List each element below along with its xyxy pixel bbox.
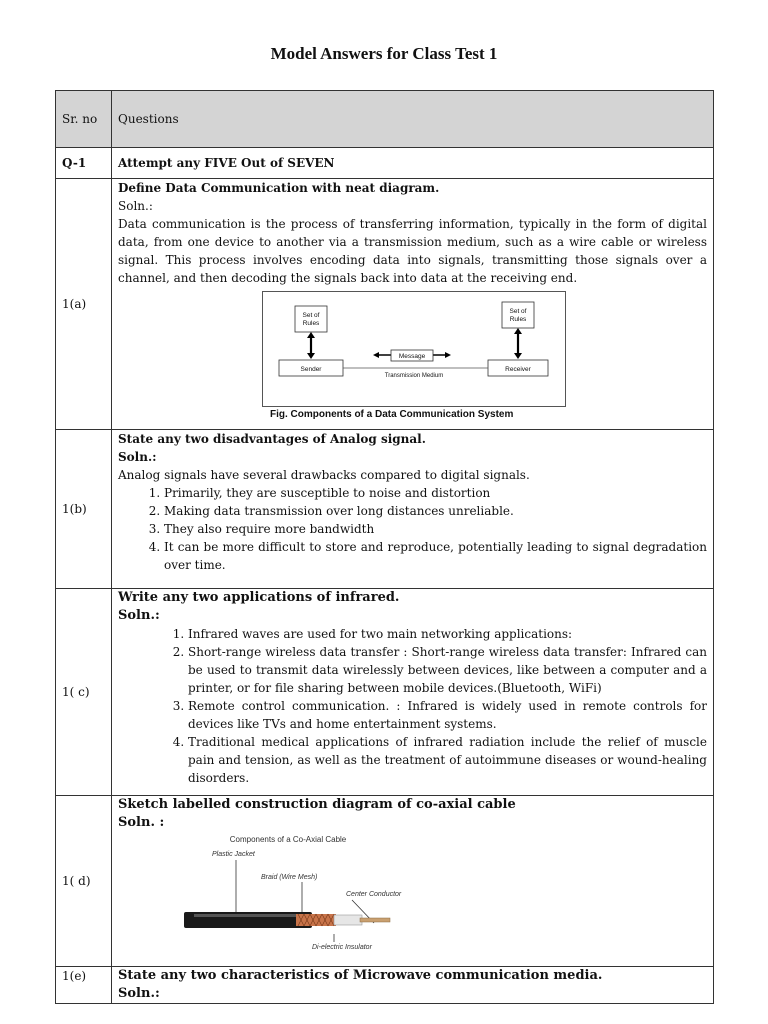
coaxial-cable-svg	[184, 834, 434, 952]
q1d-content	[112, 796, 714, 967]
rules-box-right	[502, 302, 534, 328]
q1b-soln-label: Soln.:	[118, 450, 157, 464]
q1e-soln-label: Soln.:	[118, 986, 160, 1001]
list-item: 1. Infrared waves are used for two main networking applications:	[188, 625, 707, 643]
header-questions: Questions	[112, 91, 714, 148]
rules-right-line1: Set of	[509, 308, 527, 315]
q1-row	[56, 148, 714, 179]
q1d-row	[56, 796, 714, 967]
q1c-list	[118, 625, 707, 787]
braid-label: Braid (Wire Mesh)	[261, 874, 318, 881]
q1-instruction: Attempt any FIVE Out of SEVEN	[112, 148, 714, 179]
insulator-label: Di-electric Insulator	[312, 944, 372, 951]
q1b-content	[112, 430, 714, 589]
q1c-soln-label: Soln.:	[118, 608, 160, 623]
data-communication-svg	[263, 292, 565, 406]
q1a-soln-label: Soln.:	[118, 199, 153, 213]
list-item: 3. Remote control communication. : Infrared is widely used in remote controls for devices like TVs and home entertainment systems.	[188, 697, 707, 733]
q1a-row	[56, 179, 714, 430]
list-item: 4. It can be more difficult to store and reproduce, potentially leading to signal degradation over time.	[164, 538, 707, 574]
q1-number: Q-1	[56, 148, 112, 179]
q1a-content	[112, 179, 714, 430]
braid-mesh	[296, 914, 336, 926]
center-conductor	[360, 918, 390, 922]
rules-right-line2: Rules	[509, 316, 527, 323]
data-communication-diagram	[262, 291, 566, 407]
list-item: 2. Short-range wireless data transfer : Short-range wireless data transfer: Infrared can be used to transmit data wirelessly between devices, like between a computer and a printer, or for file sharing between mobile devices.(Bluetooth, WiFi)	[188, 643, 707, 697]
q1e-row	[56, 967, 714, 1004]
q1e-content	[112, 967, 714, 1004]
q1e-question: State any two characteristics of Microwave communication media.	[118, 968, 603, 983]
list-item: 3. They also require more bandwidth	[164, 520, 707, 538]
list-item: 4. Traditional medical applications of infrared radiation include the relief of muscle pain and tension, as well as the treatment of autoimmune diseases or wound-healing disorders.	[188, 733, 707, 787]
q1c-number: 1( c)	[56, 589, 112, 796]
q1d-soln-label: Soln. :	[118, 815, 165, 830]
plastic-jacket-label: Plastic Jacket	[212, 851, 255, 858]
center-conductor-label: Center Conductor	[346, 891, 402, 898]
header-srno: Sr. no	[56, 91, 112, 148]
q1a-answer: Data communication is the process of transferring information, typically in the form of digital data, from one device to another via a transmission medium, such as a wire cable or wireless signal. This process involves encoding data into signals, transmitting those signals over a channel, and then decoding the signals back into data at the receiving end.	[118, 217, 707, 285]
list-item: 2. Making data transmission over long distances unreliable.	[164, 502, 707, 520]
figure-caption: Fig. Components of a Data Communication System	[270, 409, 514, 420]
dielectric-insulator	[334, 915, 362, 925]
q1a-number: 1(a)	[56, 179, 112, 430]
coaxial-cable-diagram	[184, 834, 707, 957]
q1b-number: 1(b)	[56, 430, 112, 589]
q1c-row	[56, 589, 714, 796]
answers-table	[55, 90, 714, 1004]
q1a-question: Define Data Communication with neat diagram.	[118, 181, 440, 195]
coax-title: Components of a Co-Axial Cable	[229, 835, 347, 844]
q1d-question: Sketch labelled construction diagram of co-axial cable	[118, 797, 516, 812]
q1b-row	[56, 430, 714, 589]
sender-label: Sender	[300, 366, 322, 373]
medium-label: Transmission Medium	[384, 373, 444, 379]
q1e-number: 1(e)	[56, 967, 112, 1004]
message-label: Message	[398, 353, 426, 360]
q1c-question: Write any two applications of infrared.	[118, 590, 400, 605]
rules-left-line1: Set of	[302, 312, 320, 319]
rules-left-line2: Rules	[302, 320, 320, 327]
table-header-row	[56, 91, 714, 148]
list-item: 1. Primarily, they are susceptible to noise and distortion	[164, 484, 707, 502]
rules-box-left	[295, 306, 327, 332]
q1b-list	[118, 484, 707, 574]
page-title: Model Answers for Class Test 1	[270, 44, 498, 63]
q1d-number: 1( d)	[56, 796, 112, 967]
q1b-intro: Analog signals have several drawbacks compared to digital signals.	[118, 468, 530, 482]
q1b-question: State any two disadvantages of Analog signal.	[118, 432, 426, 446]
q1c-content	[112, 589, 714, 796]
receiver-label: Receiver	[505, 366, 531, 373]
